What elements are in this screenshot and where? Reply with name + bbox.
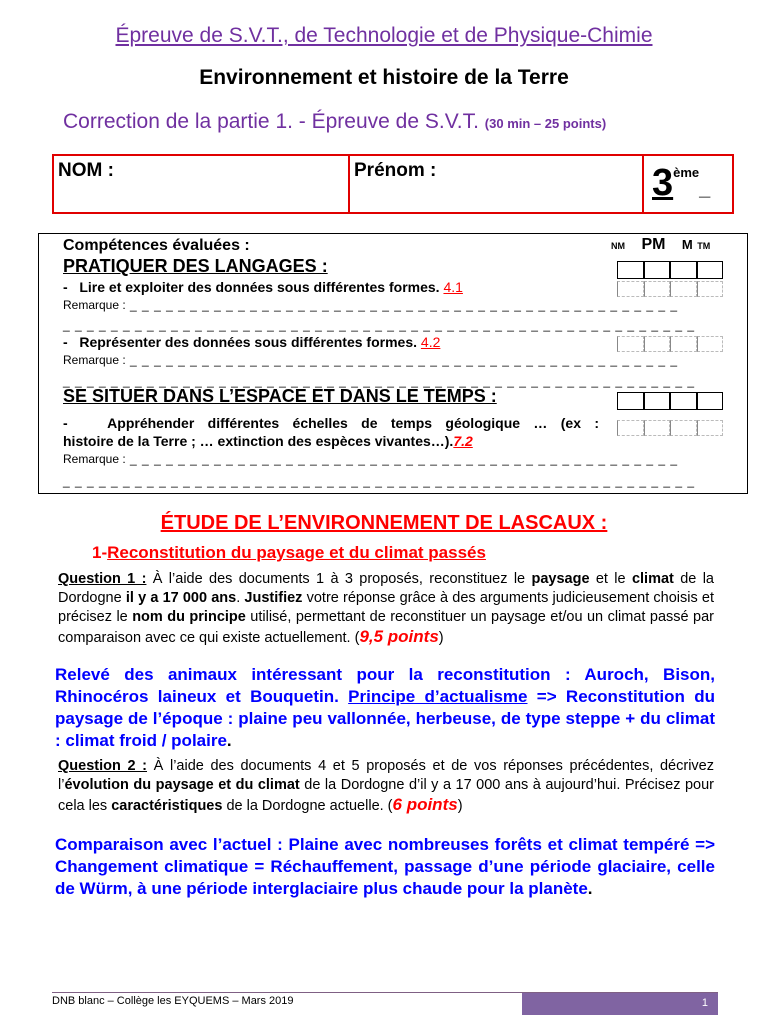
correction-meta: (30 min – 25 points) bbox=[484, 116, 607, 131]
dash-line: _ _ _ _ _ _ _ _ _ _ _ _ _ _ _ _ _ _ _ _ _ _ _ _ _ _ _ _ _ _ _ _ _ _ _ _ _ _ _ _ _ _ _ _ _ _ _ _ _ _ _ _ _ bbox=[63, 374, 696, 388]
q1-bold: Justifiez bbox=[244, 590, 303, 606]
q1-text: de la Dordogne bbox=[58, 571, 714, 606]
q2-label: Question 2 : bbox=[58, 758, 148, 774]
prenom-label: Prénom : bbox=[354, 160, 437, 181]
group-langages: PRATIQUER DES LANGAGES : bbox=[63, 256, 328, 276]
correction-heading bbox=[63, 110, 606, 134]
a2-text: Comparaison avec l’actuel : Plaine avec nombreuses forêts et climat tempéré => Changement climatique = Réchauffement, passage d’une période glaciaire, celle de Würm, à une période interglaciaire plus chaude pour la planète bbox=[55, 835, 715, 898]
correction-title: Correction de la partie 1. - Épreuve de S.V.T. bbox=[63, 110, 479, 133]
subtitle-number: 1- bbox=[92, 543, 108, 562]
dash-line: _ _ _ _ _ _ _ _ _ _ _ _ _ _ _ _ _ _ _ _ _ _ _ _ _ _ _ _ _ _ _ _ _ _ _ _ _ _ _ _ _ _ _ _ _ _ _ _ _ _ _ _ _ bbox=[63, 474, 696, 488]
subtitle-text: Reconstitution du paysage et du climat passés bbox=[107, 543, 486, 562]
class-blank: _ bbox=[699, 178, 711, 200]
remark-label: Remarque : bbox=[63, 353, 126, 367]
competences-heading: Compétences évaluées : bbox=[63, 237, 250, 254]
q1-bold: nom du principe bbox=[132, 609, 246, 625]
page-number: 1 bbox=[522, 993, 718, 1015]
q2-text: ) bbox=[457, 798, 463, 814]
q2-bold: évolution du paysage et du climat bbox=[64, 777, 300, 793]
q1-bold: il y a 17 000 ans bbox=[125, 590, 237, 606]
item-4-2-code: 4.2 bbox=[420, 334, 441, 350]
remark-dashes: _ _ _ _ _ _ _ _ _ _ _ _ _ _ _ _ _ _ _ _ _ _ _ _ _ _ _ _ _ _ _ _ _ _ _ _ _ _ _ _ _ _ _ _ _ _ bbox=[130, 452, 679, 466]
a1-text: => Reconstitution du paysage de l’époque : plaine peu vallonnée, herbeuse, de type steppe + du climat : climat froid / polaire bbox=[55, 687, 715, 750]
item-4-2: - Représenter des données sous différentes formes. 4.2 bbox=[63, 334, 441, 350]
remark-4-1 bbox=[63, 298, 678, 312]
a1-text: Relevé des animaux intéressant pour la reconstitution : Auroch, Bison, Rhinocéros laineux et Bouquetin. bbox=[55, 665, 715, 706]
remark-4-2 bbox=[63, 353, 678, 367]
item-7-2-line2: histoire de la Terre ; … extinction des espèces vivantes…). bbox=[63, 433, 454, 449]
section-subtitle bbox=[92, 543, 486, 563]
nom-label: NOM : bbox=[58, 160, 114, 181]
dash-line: _ _ _ _ _ _ _ _ _ _ _ _ _ _ _ _ _ _ _ _ _ _ _ _ _ _ _ _ _ _ _ _ _ _ _ _ _ _ _ _ _ _ _ _ _ _ _ _ _ _ _ _ _ bbox=[63, 318, 696, 332]
q1-label: Question 1 : bbox=[58, 571, 147, 587]
remark-label: Remarque : bbox=[63, 298, 126, 312]
q1-text: et le bbox=[589, 571, 632, 587]
q1-text: votre réponse grâce à des arguments judicieusement choisis et précisez le bbox=[58, 590, 714, 625]
answer-2 bbox=[55, 834, 715, 900]
level-tm: TM bbox=[697, 241, 711, 251]
remark-7-2 bbox=[63, 452, 678, 466]
section-title: ÉTUDE DE L’ENVIRONNEMENT DE LASCAUX : bbox=[160, 512, 608, 534]
item-7-2-line1: Appréhender différentes échelles de temps géologique … (ex : bbox=[107, 415, 599, 431]
q2-bold: caractéristiques bbox=[111, 798, 223, 814]
item-4-2-text: Représenter des données sous différentes formes. bbox=[79, 334, 418, 350]
grid-4-1[interactable] bbox=[617, 281, 723, 297]
q2-text: À l’aide des documents 4 et 5 proposés et de vos réponses précédentes, décrivez l’ bbox=[58, 758, 714, 793]
item-4-1-text: Lire et exploiter des données sous différentes formes. bbox=[79, 279, 440, 295]
levels-header bbox=[611, 236, 731, 254]
item-7-2-code: 7.2 bbox=[453, 433, 473, 449]
q2-points: 6 points bbox=[392, 795, 458, 814]
q1-bold: paysage bbox=[531, 571, 590, 587]
level-nm: NM bbox=[611, 241, 625, 251]
q2-text: de la Dordogne d’il y a 17 000 ans à aujourd’hui. Précisez pour cela les bbox=[58, 777, 714, 814]
remark-dashes: _ _ _ _ _ _ _ _ _ _ _ _ _ _ _ _ _ _ _ _ _ _ _ _ _ _ _ _ _ _ _ _ _ _ _ _ _ _ _ _ _ _ _ _ _ _ bbox=[130, 353, 679, 367]
answer-1 bbox=[55, 664, 715, 752]
a2-end: . bbox=[587, 879, 593, 898]
competences-box bbox=[38, 233, 748, 494]
a1-end: . bbox=[226, 731, 232, 750]
class-label bbox=[652, 162, 710, 205]
remark-dashes: _ _ _ _ _ _ _ _ _ _ _ _ _ _ _ _ _ _ _ _ _ _ _ _ _ _ _ _ _ _ _ _ _ _ _ _ _ _ _ _ _ _ _ _ _ _ bbox=[130, 298, 679, 312]
q1-text: . bbox=[236, 590, 245, 606]
q2-text: de la Dordogne actuelle. ( bbox=[222, 798, 393, 814]
exam-subtitle: Environnement et histoire de la Terre bbox=[199, 66, 569, 89]
page-footer bbox=[52, 992, 718, 1015]
class-superscript: ème bbox=[673, 165, 700, 180]
grid-group1[interactable] bbox=[617, 261, 723, 279]
identity-box bbox=[52, 154, 734, 214]
footer-text: DNB blanc – Collège les EYQUEMS – Mars 2019 bbox=[52, 995, 294, 1007]
level-pm: PM bbox=[641, 236, 666, 253]
question-1 bbox=[58, 570, 714, 648]
nom-cell[interactable] bbox=[54, 156, 350, 212]
q1-text: ) bbox=[438, 630, 444, 646]
exam-title: Épreuve de S.V.T., de Technologie et de Physique-Chimie bbox=[115, 24, 653, 47]
a1-principle: Principe d’actualisme bbox=[348, 687, 528, 706]
remark-label: Remarque : bbox=[63, 452, 126, 466]
q1-points: 9,5 points bbox=[359, 627, 439, 646]
question-2 bbox=[58, 757, 714, 816]
q1-text: utilisé, permettant de reconstituer un paysage et/ou un climat passé par comparaison avec ce qui existe actuellement. ( bbox=[58, 609, 714, 646]
class-number: 3 bbox=[652, 162, 674, 204]
grid-group2[interactable] bbox=[617, 392, 723, 410]
prenom-cell[interactable] bbox=[350, 156, 644, 212]
group-espace-temps: SE SITUER DANS L’ESPACE ET DANS LE TEMPS : bbox=[63, 386, 497, 406]
q1-bold: climat bbox=[631, 571, 674, 587]
item-4-1: - Lire et exploiter des données sous différentes formes. 4.1 bbox=[63, 279, 463, 295]
item-7-2: - Appréhender différentes échelles de temps géologique … (ex : histoire de la Terre ; … extinction des espèces vivantes…).7.2 bbox=[63, 415, 599, 449]
grid-7-2[interactable] bbox=[617, 420, 723, 436]
item-4-1-code: 4.1 bbox=[443, 279, 463, 295]
grid-4-2[interactable] bbox=[617, 336, 723, 352]
q1-text: À l’aide des documents 1 à 3 proposés, reconstituez le bbox=[146, 571, 532, 587]
level-m: M bbox=[681, 237, 693, 252]
